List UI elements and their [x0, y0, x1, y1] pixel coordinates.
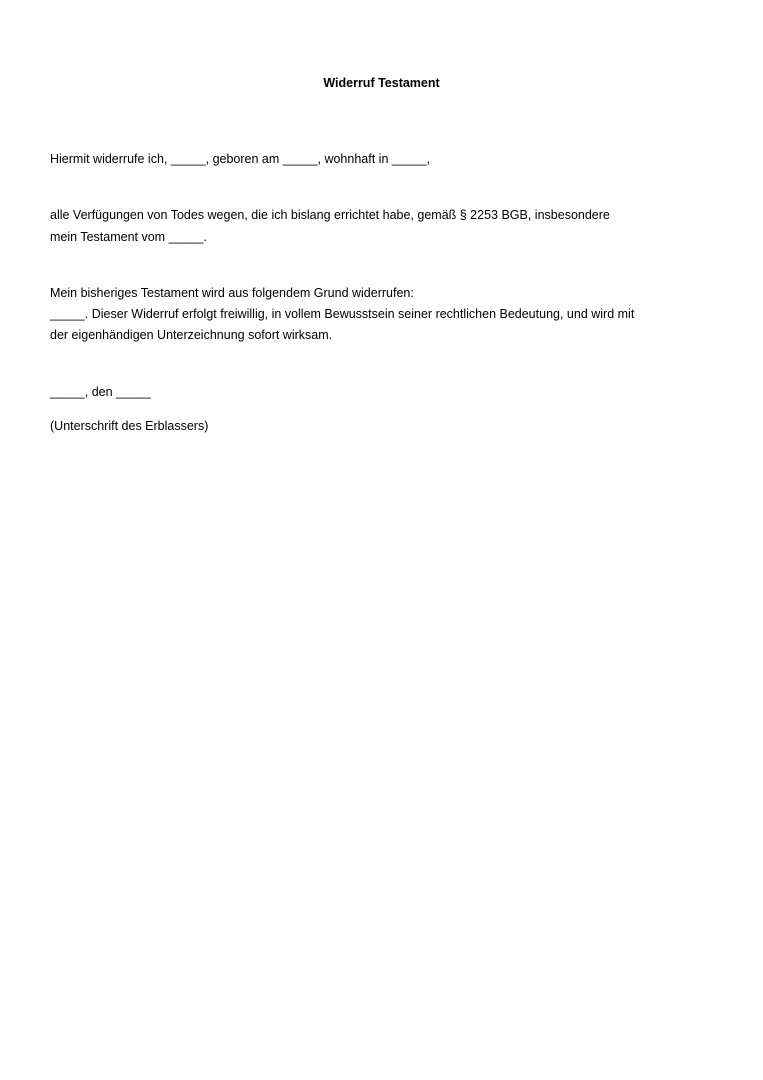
signature-caption: (Unterschrift des Erblassers) [50, 419, 209, 433]
document-title: Widerruf Testament [323, 76, 440, 90]
revocation-line-1: alle Verfügungen von Todes wegen, die ich bislang errichtet habe, gemäß § 2253 BGB, insbesondere [50, 208, 610, 222]
revocation-line-2: mein Testament vom _____. [50, 230, 207, 244]
place-date-line: _____, den _____ [50, 385, 151, 399]
reason-line-2: _____. Dieser Widerruf erfolgt freiwillig, in vollem Bewusstsein seiner rechtlichen Bedeutung, und wird mit [50, 307, 635, 321]
intro-line: Hiermit widerrufe ich, _____, geboren am _____, wohnhaft in _____, [50, 152, 431, 166]
reason-line-1: Mein bisheriges Testament wird aus folgendem Grund widerrufen: [50, 286, 414, 300]
reason-line-3: der eigenhändigen Unterzeichnung sofort wirksam. [50, 328, 333, 342]
